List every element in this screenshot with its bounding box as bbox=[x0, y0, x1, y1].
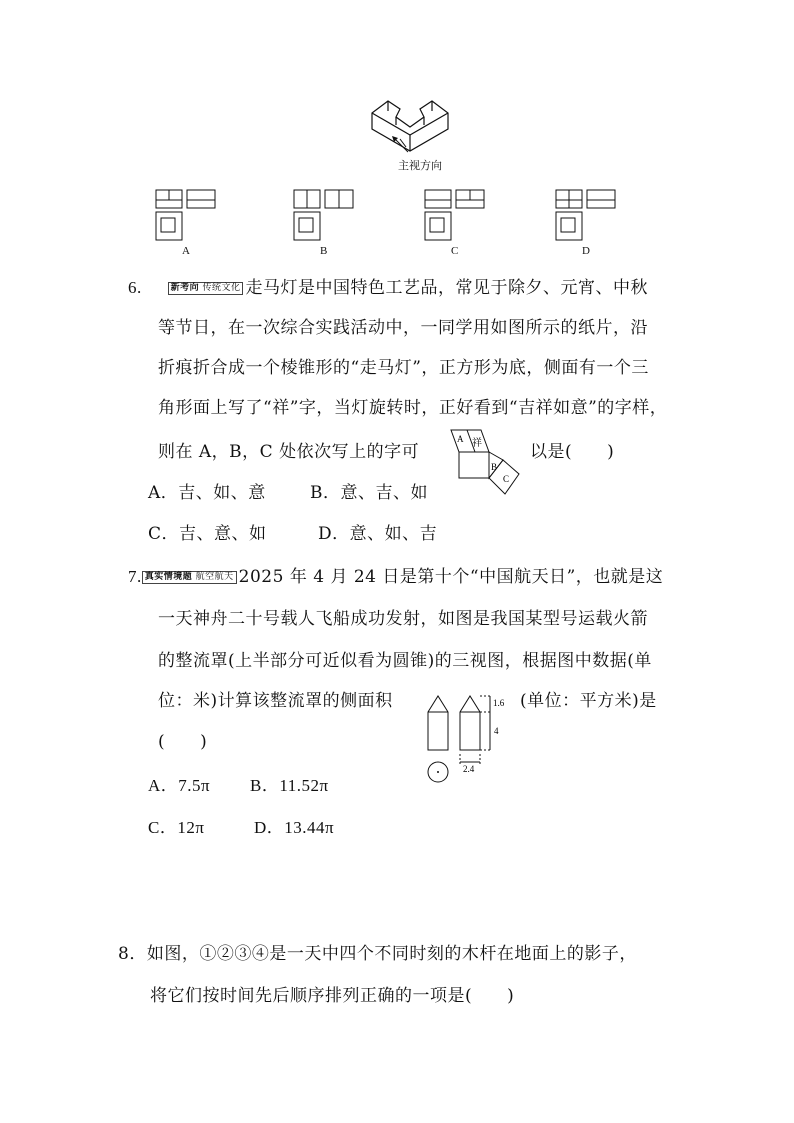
fairing-three-views bbox=[420, 692, 520, 788]
q7-line-4-right: (单位：平方米)是 bbox=[520, 691, 657, 711]
q6-number: 6. bbox=[128, 278, 142, 297]
option-b-label: B bbox=[320, 245, 328, 257]
q6-tag: 新考向 传统文化 bbox=[168, 282, 244, 295]
net-label-xiang: 祥 bbox=[472, 438, 482, 449]
option-c-label: C bbox=[451, 245, 459, 257]
q7-text-1: 2025 年 4 月 24 日是第十个“中国航天日”，也就是这 bbox=[238, 567, 664, 587]
q7-option-b[interactable]: B．11.52π bbox=[250, 776, 329, 795]
q6-line-2: 等节日，在一次综合实践活动中，一同学用如图所示的纸片，沿 bbox=[158, 318, 648, 338]
lantern-net-figure bbox=[445, 428, 525, 500]
q8-line-1: 8．如图，①②③④是一天中四个不同时刻的木杆在地面上的影子， bbox=[118, 944, 637, 964]
q6-line-3: 折痕折合成一个棱锥形的“走马灯”，正方形为底，侧面有一个三 bbox=[158, 358, 649, 378]
q7-option-d[interactable]: D．13.44π bbox=[254, 818, 335, 837]
q7-option-c[interactable]: C．12π bbox=[148, 818, 205, 837]
q7-tag: 真实情境题 航空航天 bbox=[142, 571, 237, 584]
q6-line-5-left: 则在 A，B，C 处依次写上的字可 bbox=[158, 442, 420, 462]
q7-line-4-left: 位：米)计算该整流罩的侧面积 bbox=[158, 691, 393, 711]
option-c-views bbox=[424, 188, 486, 246]
dim-width: 2.4 bbox=[463, 764, 475, 774]
net-label-c: C bbox=[503, 474, 510, 484]
option-a-label: A bbox=[182, 245, 190, 257]
q6-option-b[interactable]: B．意、吉、如 bbox=[310, 483, 428, 503]
option-d-label: D bbox=[582, 245, 590, 257]
q7-line-5: ( ) bbox=[158, 732, 208, 752]
q6-line-4: 角形面上写了“祥”字，当灯旋转时，正好看到“吉祥如意”的字样， bbox=[158, 398, 668, 418]
option-a-views bbox=[155, 188, 217, 246]
q6-option-a[interactable]: A．吉、如、意 bbox=[148, 483, 266, 503]
dim-top: 1.6 bbox=[493, 698, 505, 708]
q6-line-5-right: 以是( ) bbox=[530, 442, 615, 462]
q7-line-3: 的整流罩(上半部分可近似看为圆锥)的三视图，根据图中数据(单 bbox=[158, 651, 652, 671]
q7-number: 7. bbox=[128, 567, 142, 586]
q6-option-d[interactable]: D．意、如、吉 bbox=[318, 524, 438, 544]
q6-text-1: 走马灯是中国特色工艺品，常见于除夕、元宵、中秋 bbox=[245, 278, 648, 298]
option-b-views bbox=[293, 188, 355, 246]
view-direction-label: 主视方向 bbox=[398, 159, 442, 172]
q6-option-c[interactable]: C．吉、意、如 bbox=[148, 524, 267, 544]
q6-line-1 bbox=[128, 277, 648, 299]
q8-line-2: 将它们按时间先后顺序排列正确的一项是( ) bbox=[150, 986, 515, 1006]
net-label-b: B bbox=[491, 462, 498, 472]
q7-line-1 bbox=[128, 566, 663, 588]
view-direction-arrow bbox=[386, 134, 416, 154]
dim-body: 4 bbox=[494, 726, 499, 736]
net-label-a: A bbox=[457, 434, 464, 444]
q7-line-2: 一天神舟二十号载人飞船成功发射，如图是我国某型号运载火箭 bbox=[158, 609, 648, 629]
option-d-views bbox=[555, 188, 617, 246]
q7-option-a[interactable]: A．7.5π bbox=[148, 776, 211, 795]
